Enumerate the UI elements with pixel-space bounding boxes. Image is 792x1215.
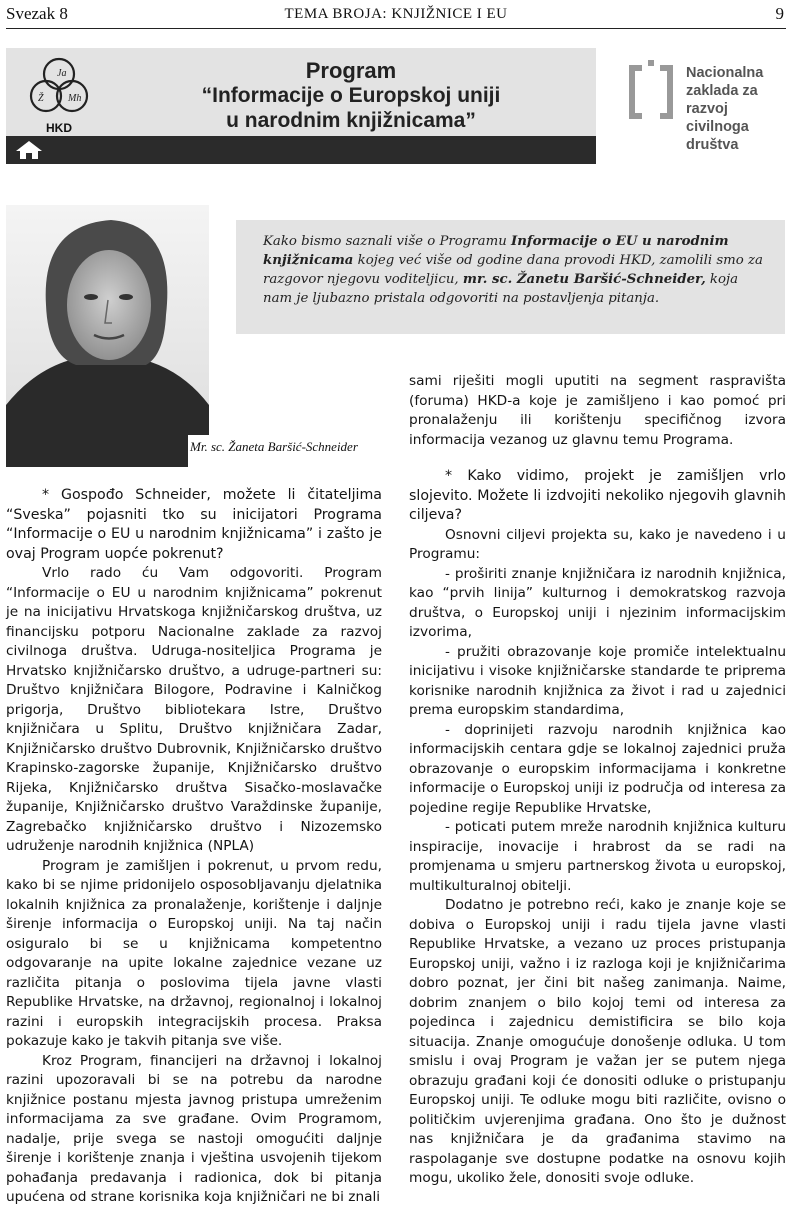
page-number: 9 [775, 4, 784, 23]
list-item: - pružiti obrazovanje koje promiče intelektualnu inicijativu i visoke knjižničarske standarde te pripremа korisnike narodnih knjižnica za život i rad u zajednici prema europskim standardima, [409, 643, 786, 718]
intro-text: Kako bismo saznali više o Programu Informacije o EU u narodnim knjižnicama kojeg već više od godine dana provodi HKD, zamolili smo za razgovor njegovu voditeljicu, mr. sc. Žanetu Baršić-Schneider, koja nam je ljubazno pristala odgovoriti na postavljenja pitanja. [263, 234, 763, 306]
list-item: - proširiti znanje knjižničara iz narodnih knjižnica, kao “prvih linija” kulturnog i demokratskog razvoja društva, o Europskoj uniji i njezinim informacijskim izvorima, [409, 565, 786, 640]
banner-title-line: u narodnim knjižnicama” [226, 109, 476, 132]
intro-box [236, 220, 785, 334]
question: * Kako vidimo, projekt je zamišljen vrlo slojevito. Možete li izdvojiti nekoliko njegovih glavnih ciljeva? [409, 468, 786, 523]
banner-title-line: “Informacije o Europskoj uniji [201, 84, 501, 107]
foundation-line: Nacionalna [686, 65, 764, 81]
banner-strip [6, 136, 596, 164]
svg-text:HKD: HKD [46, 121, 72, 135]
foundation-line: društva [686, 137, 739, 153]
program-banner [6, 48, 596, 136]
banner-title [116, 58, 586, 133]
portrait-photo [6, 205, 209, 467]
paragraph: Program je zamišljen i pokrenut, u prvom redu, kako bi se njime pridonijelo osposobljavanju djelatnika lokalnih knjižnica za pronalaženje, korištenje i daljnje širenje informacija o Europskoj uniji. Na taj način osiguralo bi se u knjižnicama kompetentno odgovaranje na upite lokalne zajednice vezane uz različita pitanja o poslovima tijela javne vlasti Republike Hrvatske, na državnoj, regionalnoj i lokalnoj razini i europskih integracijskih procesa. Praksa pokazuje kako je takvih pitanja sve više. [6, 857, 382, 1049]
paragraph: Dodatno je potrebno reći, kako je znanje koje se dobiva o Europskoj uniji i radu tijela javne vlasti Republike Hrvatske, a vezano uz proces pristupanja Europskoj uniji, važno i iz razloga koji je knjižničarima dobro poznat, jer čini bit našeg zanimanja. Naime, dobrim znanjem o bilo kojoj temi od interesa za pojedinca i zajednicu demistificira se bilo koja situacija. Znanje omogućuje donošenje odluka. U tom smislu i ovaj Program je važan jer se putem njega obrazuju građani koji će donositi odluke o pristupanju Europskoj uniji. Te odluke mogu biti različite, ovisno o političkim uvjerenjima građana. Ono što je dužnost nas knjižničara je da građanima stavimo na raspolaganje sve dostupne podatke na osnovu kojih mogu, ukoliko žele, donositi svoje odluke. [409, 897, 786, 1186]
article-column-2 [409, 372, 786, 1189]
foundation-line: civilnoga [686, 119, 749, 135]
foundation-bracket-icon [628, 60, 674, 122]
list-item: - doprinijeti razvoju narodnih knjižnica kao informacijskih centara gdje se lokalnoj zajednici pruža obrazovanje o europskim informacijama i konkretne informacije o Europskoj uniji iz područja od interesa za pojedine regije Republike Hrvatske, [409, 721, 786, 816]
running-header [6, 2, 786, 29]
list-item: - poticati putem mreže narodnih knjižnica kulturu inspiracije, inovacije i hrabrost da se radi na promjenama u smjeru partnerskog života u europskoj, multikulturalnoj obitelji. [409, 819, 786, 894]
svg-text:Ja: Ja [57, 68, 67, 79]
photo-caption: Mr. sc. Žaneta Baršić-Schneider [190, 439, 358, 454]
article-column-1 [6, 486, 382, 1208]
banner-title-line: Program [305, 58, 397, 83]
question: * Gospođo Schneider, možete li čitateljima “Sveska” pojasniti tko su inicijatori Programa “Informacije o EU u narodnim knjižnicama” i zašto je ovaj Program uopće pokrenut? [6, 487, 382, 562]
paragraph: Vrlo rado ću Vam odgovoriti. Program “Informacije o EU u narodnim knjižnicama” pokrenut je na inicijativu Hrvatskoga knjižničarskog društva, uz financijsku potporu Nacionalne zaklade za razvoj civilnoga društva. Udruga-nositeljica Programa je Hrvatsko knjižničarsko društvo, a udruge-partneri su: Društvo knjižničara Bilogore, Podravine i Kalničkog prigorja, Društvo bibliotekara Istre, Društvo knjižničara u Splitu, Društvo knjižničara Zadar, Knjižničarsko društvo Dubrovnik, Knjižničarsko društvo Krapinsko-zagorske županije, Knjižničarsko društvo Rijeka, Knjižničarsko društva Sisačko-moslavačke županije, Knjižničarsko društvo Varaždinske županije, Zagrebačko knjižničarsko društvo i Nizozemsko udruženje narodnih knjižnica (NPLA) [6, 565, 382, 854]
paragraph: Osnovni ciljevi projekta su, kako je navedeno i u Programu: [409, 526, 786, 562]
hkd-logo [24, 54, 94, 136]
paragraph: Kroz Program, financijeri na državnoj i lokalnoj razini upozoravali bi se na potrebu da narodne knjižnice postanu mjesta javnog pristupa umreženim informacijama za sve građane. Ovim Programom, nadalje, prije svega se nastoji omogućiti daljnje širenje i korištenje znanja i vještina usvojenih tijekom pohađanja predavanja i radionica, dok bi pitanja upućena od strane korisnika koja knjižničari ne bi znali [6, 1052, 382, 1205]
paragraph: sami riješiti mogli uputiti na segment raspravišta (foruma) HKD-a koje je zamišljeno i kao pomoć pri pronalaženju ili korištenju specifičnog izvora informacija vezanog uz glavnu temu Programa. [409, 373, 786, 448]
home-icon[interactable] [14, 140, 44, 160]
issue-label: Svezak 8 [6, 4, 68, 23]
foundation-logo [624, 52, 784, 162]
svg-text:Ž: Ž [38, 93, 44, 104]
svg-text:Mh: Mh [68, 93, 82, 104]
foundation-line: razvoj [686, 101, 728, 117]
foundation-name [686, 64, 763, 154]
foundation-line: zaklada za [686, 83, 758, 99]
section-title: TEMA BROJA: KNJIŽNICE I EU [284, 6, 508, 22]
